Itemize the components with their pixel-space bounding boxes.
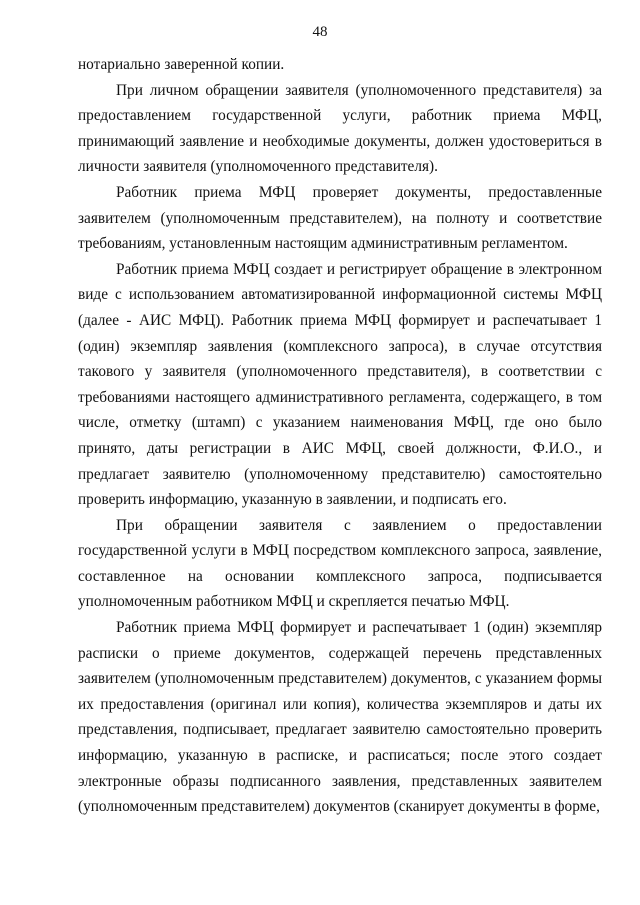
paragraph-receipt: Работник приема МФЦ формирует и распечатывает 1 (один) экземпляр расписки о приеме документов, содержащей перечень представленных заявителем (уполномоченным представителем) документов, с указанием формы их предоставления (оригинал или копия), количества экземпляров и даты их представления, подписывает, предлагает заявителю самостоятельно проверить информацию, указанную в расписке, и расписаться; после этого создает электронные образы подписанного заявления, представленных заявителем (уполномоченным представителем) документов (сканирует документы в форме, — [78, 619, 602, 816]
paragraph-registration: Работник приема МФЦ создает и регистрирует обращение в электронном виде с использованием автоматизированной информационной системы МФЦ (далее - АИС МФЦ). Работник приема МФЦ формирует и распечатывает 1 (один) экземпляр заявления (комплексного запроса), в случае отсутствия такового у заявителя (уполномоченного представителя), в соответствии с требованиями настоящего административного регламента, содержащего, в том числе, отметку (штамп) с указанием наименования МФЦ, где оно было принято, даты регистрации в АИС МФЦ, своей должности, Ф.И.О., и предлагает заявителю (уполномоченному представителю) самостоятельно проверить информацию, указанную в заявлении, и подписать его. — [78, 260, 602, 509]
page-number: 48 — [312, 24, 328, 40]
document-body — [78, 52, 602, 820]
paragraph-continuation: нотариально заверенной копии. — [78, 56, 285, 73]
paragraph-complex-request: При обращении заявителя с заявлением о предоставлении государственной услуги в МФЦ посредством комплексного запроса, заявление, составленное на основании комплексного запроса, подписывается уполномоченным работником МФЦ и скрепляется печатью МФЦ. — [78, 516, 602, 611]
paragraph-document-check: Работник приема МФЦ проверяет документы, предоставленные заявителем (уполномоченным представителем), на полноту и соответствие требованиям, установленным настоящим административным регламентом. — [78, 183, 602, 253]
paragraph-identity-check: При личном обращении заявителя (уполномоченного представителя) за предоставлением государственной услуги, работник приема МФЦ, принимающий заявление и необходимые документы, должен удостовериться в личности заявителя (уполномоченного представителя). — [78, 81, 602, 176]
